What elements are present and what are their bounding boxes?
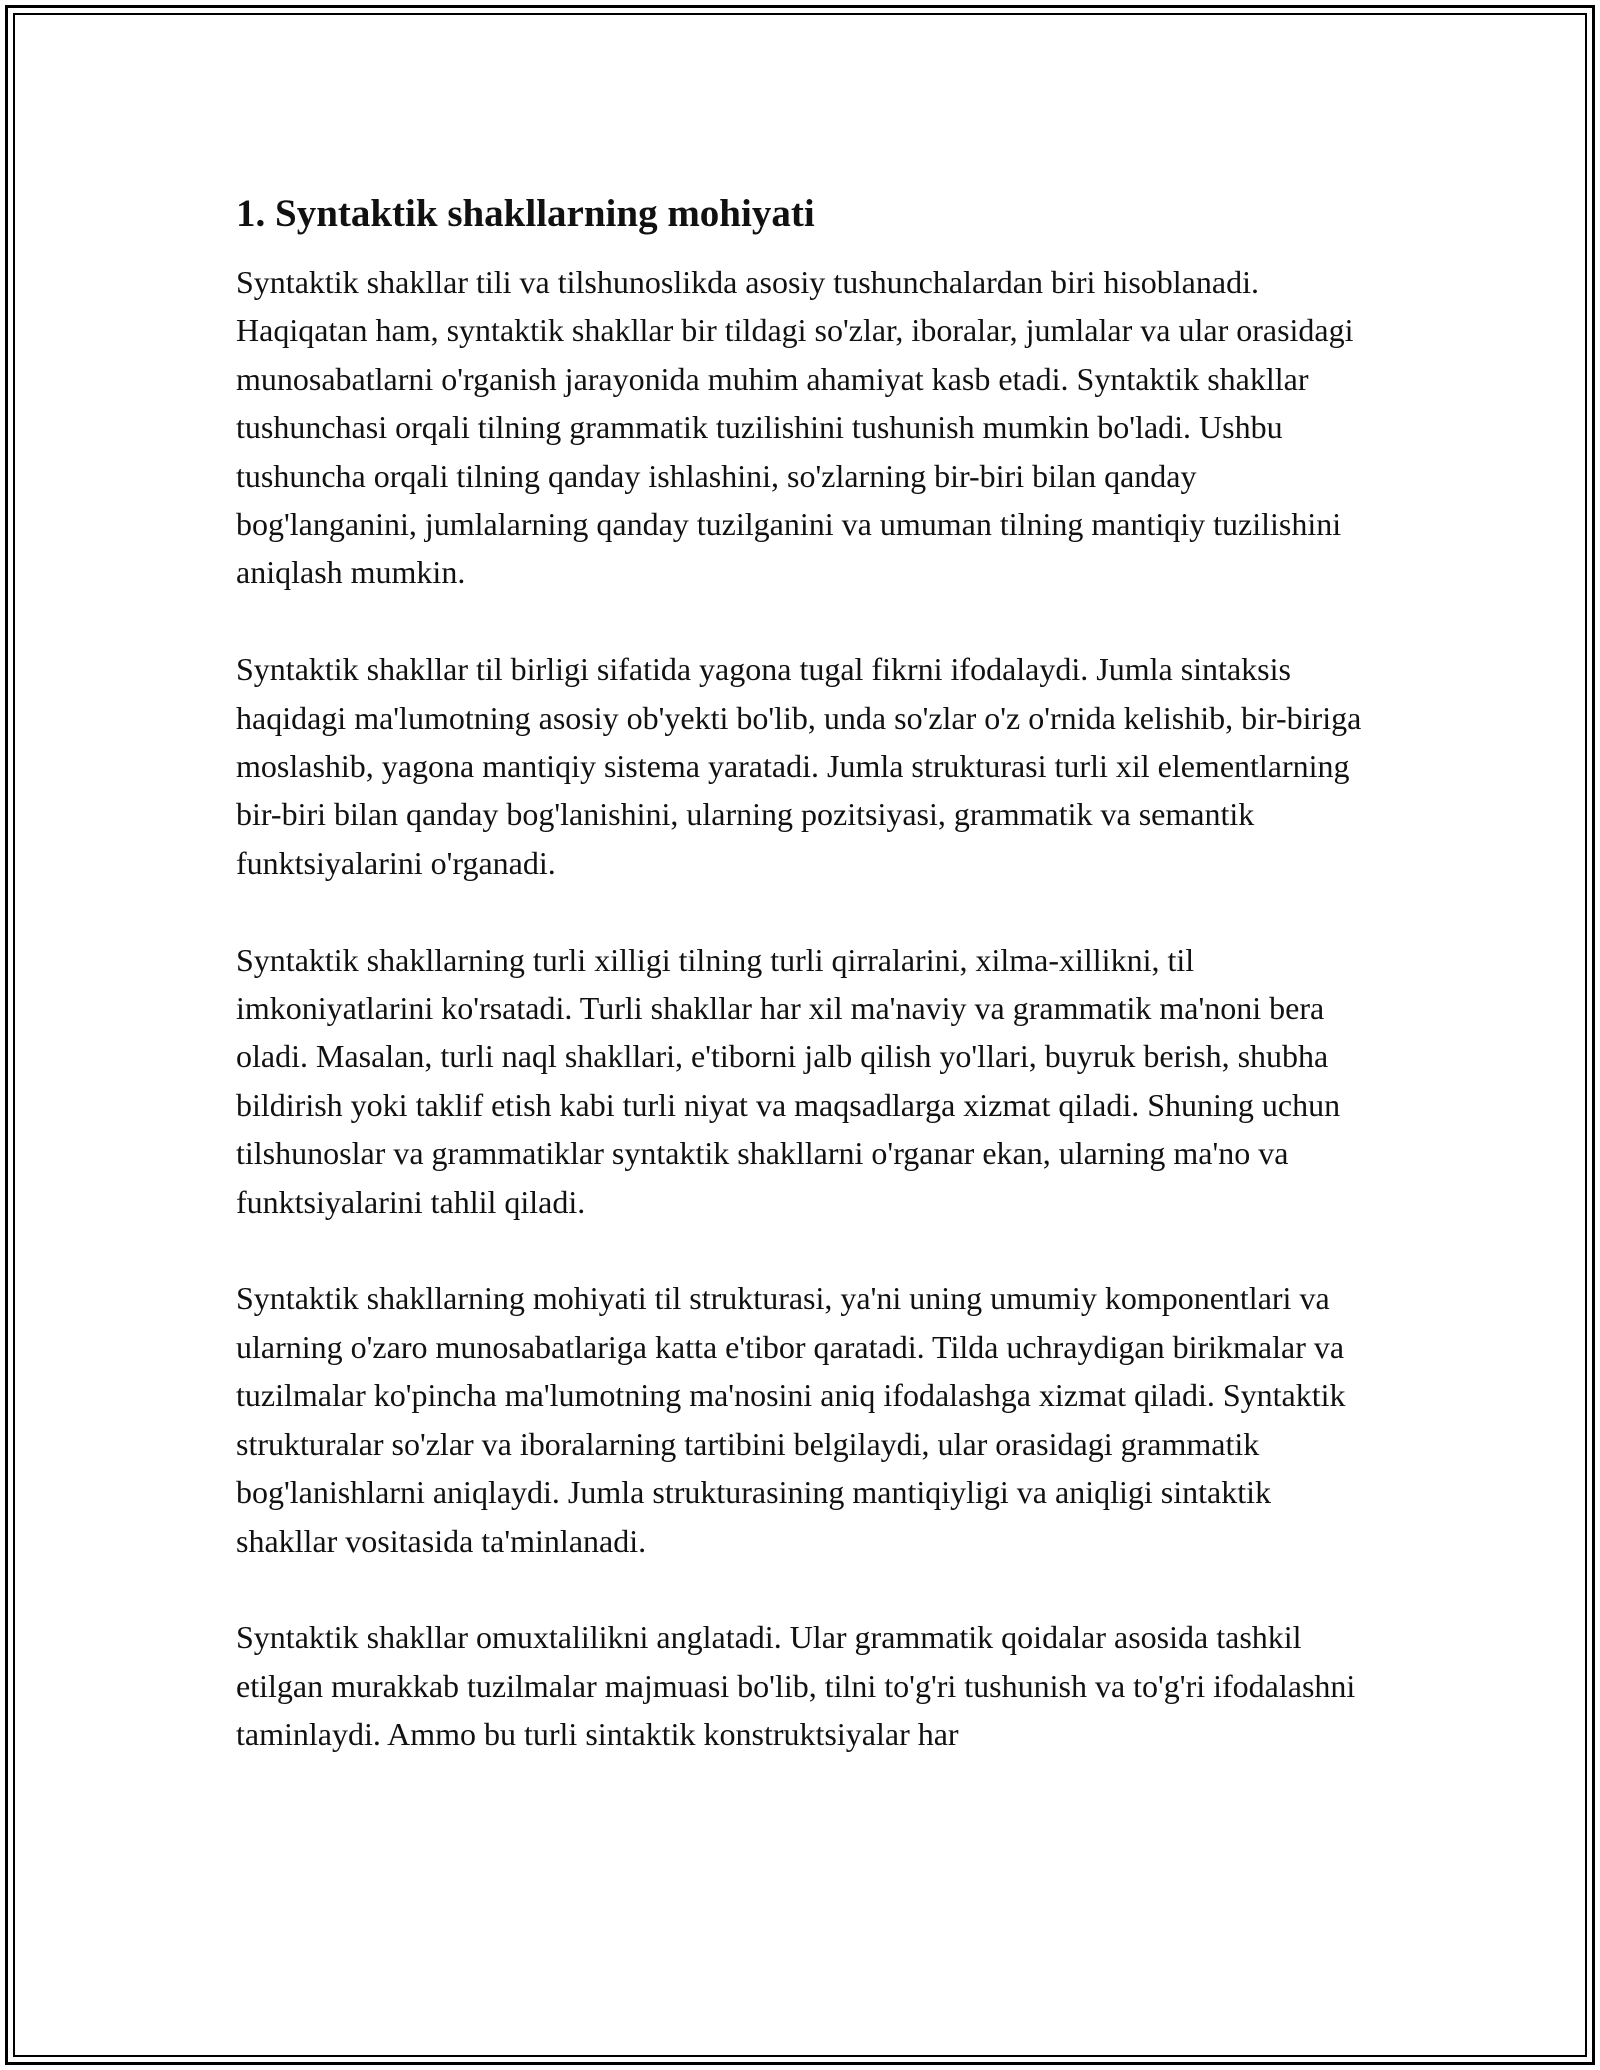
section-heading: 1. Syntaktik shakllarning mohiyati <box>236 192 815 235</box>
paragraph-5: Syntaktik shakllar omuxtalilikni anglatadi. Ular grammatik qoidalar asosida tashkil etilgan murakkab tuzilmalar majmuasi bo'lib, tilni to'g'ri tushunish va to'g'ri ifodalashni taminlaydi. Ammo bu turli sintaktik konstruktsiyalar har <box>236 1619 1356 1753</box>
paragraph-3: Syntaktik shakllarning turli xilligi tilning turli qirralarini, xilma-xillikni, til imkoniyatlarini ko'rsatadi. Turli shakllar har xil ma'naviy va grammatik ma'noni bera oladi. Masalan, turli naql shakllari, e'tiborni jalb qilish yo'llari, buyruk berish, shubha bildirish yoki taklif etish kabi turli niyat va maqsadlarga xizmat qiladi. Shuning uchun tilshunoslar va grammatiklar syntaktik shakllarni o'rganar ekan, ularning ma'no va funktsiyalarini tahlil qiladi. <box>236 941 1341 1220</box>
document-body <box>236 188 1366 1807</box>
paragraph-1: Syntaktik shakllar tili va tilshunoslikda asosiy tushunchalardan biri hisoblanadi. Haqiqatan ham, syntaktik shakllar bir tildagi so'zlar, iboralar, jumlalar va ular orasidagi munosabatlarni o'rganish jarayonida muhim ahamiyat kasb etadi. Syntaktik shakllar tushunchasi orqali tilning grammatik tuzilishini tushunish mumkin bo'ladi. Ushbu tushuncha orqali tilning qanday ishlashini, so'zlarning bir-biri bilan qanday bog'langanini, jumlalarning qanday tuzilganini va umuman tilning mantiqiy tuzilishini aniqlash mumkin. <box>236 264 1354 591</box>
paragraph-4: Syntaktik shakllarning mohiyati til strukturasi, ya'ni uning umumiy komponentlari va ularning o'zaro munosabatlariga katta e'tibor qaratadi. Tilda uchraydigan birikmalar va tuzilmalar ko'pincha ma'lumotning ma'nosini aniq ifodalashga xizmat qiladi. Syntaktik strukturalar so'zlar va iboralarning tartibini belgilaydi, ular orasidagi grammatik bog'lanishlarni aniqlaydi. Jumla strukturasining mantiqiyligi va aniqligi sintaktik shakllar vositasida ta'minlanadi. <box>236 1280 1346 1559</box>
paragraph-2: Syntaktik shakllar til birligi sifatida yagona tugal fikrni ifodalaydi. Jumla sintaksis haqidagi ma'lumotning asosiy ob'yekti bo'lib, unda so'zlar o'z o'rnida kelishib, bir-biriga moslashib, yagona mantiqiy sistema yaratadi. Jumla strukturasi turli xil elementlarning bir-biri bilan qanday bog'lanishini, ularning pozitsiyasi, grammatik va semantik funktsiyalarini o'rganadi. <box>236 651 1362 881</box>
